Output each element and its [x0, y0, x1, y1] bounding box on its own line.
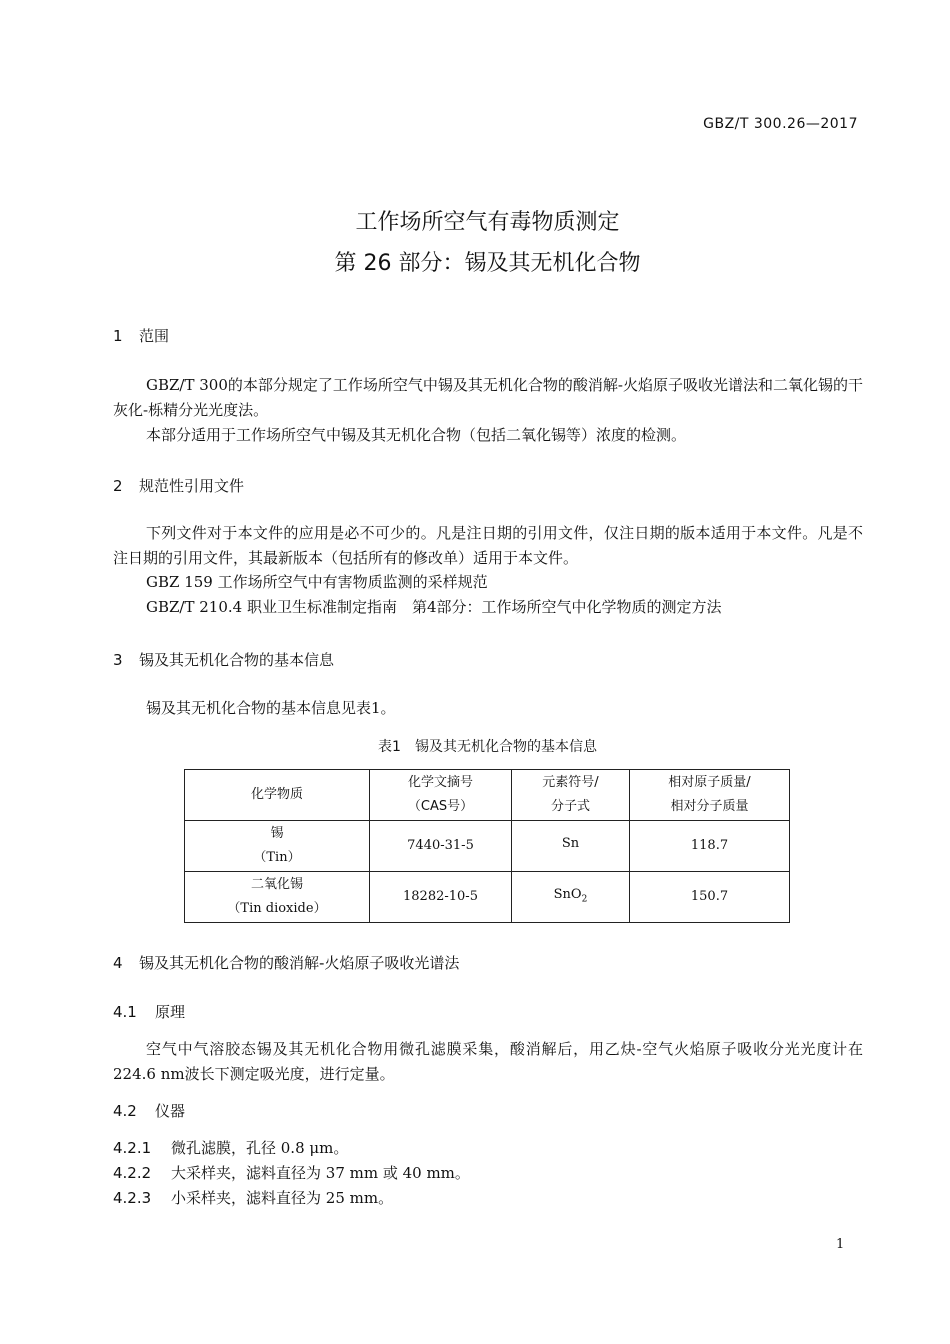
section-4-1-heading — [113, 1001, 185, 1022]
section-1-heading — [113, 325, 169, 346]
section-1-paragraph-2: 本部分适用于工作场所空气中锡及其无机化合物（包括二氧化锡等）浓度的检测。 — [146, 426, 687, 444]
table-1-caption: 表1 锡及其无机化合物的基本信息 — [378, 739, 597, 755]
document-title-line1: 工作场所空气有毒物质测定 — [355, 210, 620, 235]
normative-reference-2: GBZ/T 210.4 职业卫生标准制定指南 第4部分：工作场所空气中化学物质的测定方法 — [146, 598, 722, 616]
section-number: 2 — [113, 477, 123, 495]
cell-substance: 二氧化锡 （Tin dioxide） — [185, 872, 370, 923]
cell-substance: 锡 （Tin） — [185, 821, 370, 872]
section-1-paragraph-1: GBZ/T 300的本部分规定了工作场所空气中锡及其无机化合物的酸消解-火焰原子吸收光谱法和二氧化锡的干灰化-栎精分光光度法。 — [113, 376, 863, 419]
list-item — [113, 1137, 348, 1158]
header-cas: 化学文摘号 （CAS号） — [370, 770, 512, 821]
document-title-line2: 第 26 部分：锡及其无机化合物 — [334, 251, 641, 276]
cell-mass: 150.7 — [630, 872, 790, 923]
item-text: 微孔滤膜，孔径 0.8 μm。 — [171, 1139, 349, 1157]
standard-code: GBZ/T 300.26—2017 — [703, 116, 858, 132]
section-title: 规范性引用文件 — [139, 477, 245, 495]
cell-cas: 7440-31-5 — [370, 821, 512, 872]
section-number: 4 — [113, 954, 123, 972]
section-2-paragraph-1: 下列文件对于本文件的应用是必不可少的。凡是注日期的引用文件，仅注日期的版本适用于本文件。凡是不注日期的引用文件，其最新版本（包括所有的修改单）适用于本文件。 — [113, 524, 863, 567]
section-title: 锡及其无机化合物的基本信息 — [139, 651, 335, 669]
section-number: 4.2 — [113, 1102, 137, 1120]
cell-cas: 18282-10-5 — [370, 872, 512, 923]
item-number: 4.2.2 — [113, 1164, 152, 1182]
header-formula: 元素符号/ 分子式 — [512, 770, 630, 821]
section-title: 仪器 — [155, 1102, 186, 1120]
item-number: 4.2.3 — [113, 1189, 152, 1207]
section-3-paragraph-1: 锡及其无机化合物的基本信息见表1。 — [146, 699, 396, 717]
header-substance: 化学物质 — [185, 770, 370, 821]
section-title: 锡及其无机化合物的酸消解-火焰原子吸收光谱法 — [139, 954, 460, 972]
section-number: 1 — [113, 327, 123, 345]
section-4-1-paragraph: 空气中气溶胶态锡及其无机化合物用微孔滤膜采集，酸消解后，用乙炔-空气火焰原子吸收分光光度计在224.6 nm波长下测定吸光度，进行定量。 — [113, 1040, 863, 1083]
cell-formula: SnO$_2$ — [512, 872, 630, 923]
section-4-2-heading — [113, 1100, 185, 1121]
section-title: 范围 — [139, 327, 170, 345]
section-2-heading — [113, 475, 244, 496]
list-item — [113, 1162, 470, 1183]
page-number: 1 — [836, 1237, 845, 1252]
table-1 — [184, 769, 790, 923]
table-row — [185, 872, 790, 923]
cell-mass: 118.7 — [630, 821, 790, 872]
list-item — [113, 1187, 393, 1208]
table-row — [185, 821, 790, 872]
item-text: 大采样夹，滤料直径为 37 mm 或 40 mm。 — [171, 1164, 470, 1182]
item-text: 小采样夹，滤料直径为 25 mm。 — [171, 1189, 394, 1207]
cell-formula: Sn — [512, 821, 630, 872]
normative-reference-1: GBZ 159 工作场所空气中有害物质监测的采样规范 — [146, 573, 488, 591]
section-4-heading — [113, 952, 459, 973]
section-number: 3 — [113, 651, 123, 669]
section-number: 4.1 — [113, 1003, 137, 1021]
header-mass: 相对原子质量/ 相对分子质量 — [630, 770, 790, 821]
table-header-row — [185, 770, 790, 821]
section-3-heading — [113, 649, 334, 670]
section-title: 原理 — [155, 1003, 186, 1021]
item-number: 4.2.1 — [113, 1139, 152, 1157]
